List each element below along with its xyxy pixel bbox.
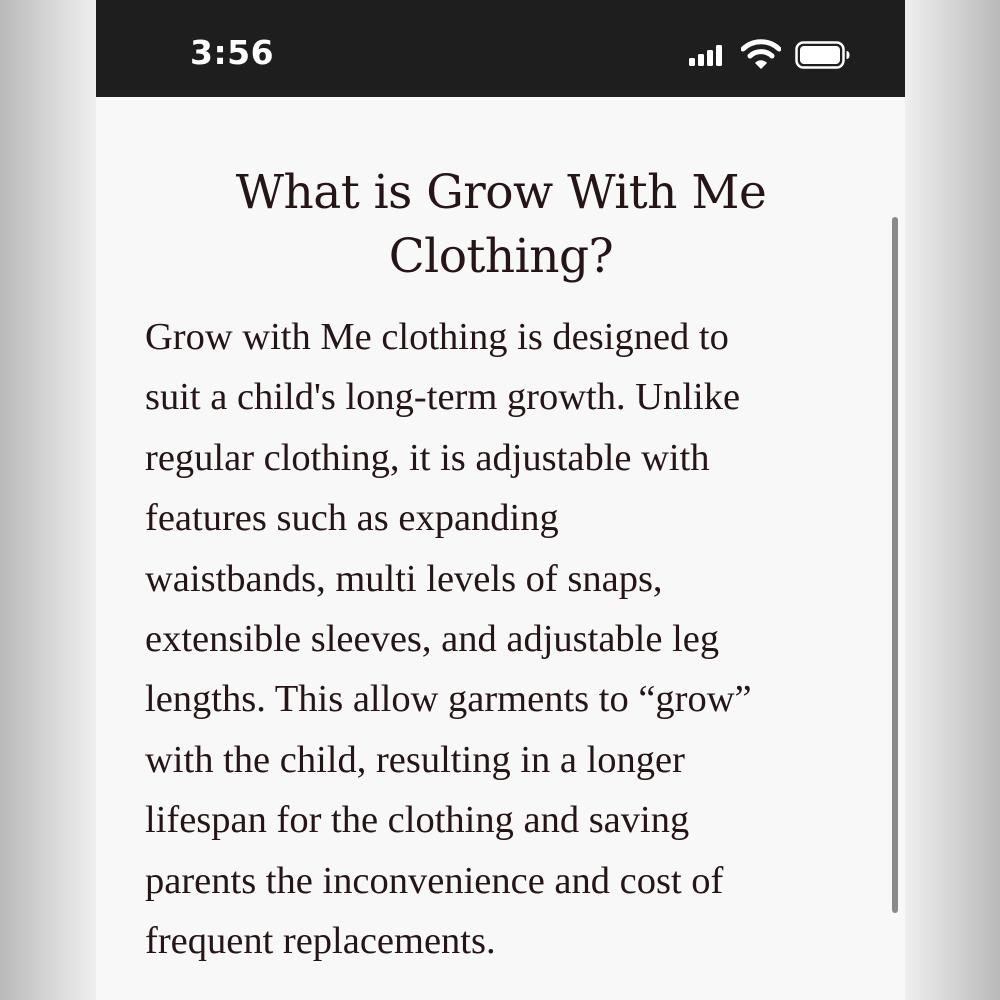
paragraph-line: features such as expanding <box>145 497 559 540</box>
status-bar <box>96 0 905 97</box>
heading-line: Clothing? <box>388 229 614 284</box>
paragraph-line: regular clothing, it is adjustable with <box>145 436 710 479</box>
article-paragraph <box>145 307 865 971</box>
paragraph-line: lifespan for the clothing and saving <box>145 799 690 842</box>
wifi-icon <box>741 38 781 70</box>
paragraph-line: waistbands, multi levels of snaps, <box>145 557 663 600</box>
paragraph-line: frequent replacements. <box>145 920 496 963</box>
article-heading <box>156 161 846 289</box>
article-content <box>96 97 905 1000</box>
paragraph-line: lengths. This allow garments to “grow” <box>145 678 752 721</box>
status-time: 3:56 <box>190 33 275 72</box>
cellular-signal-icon <box>689 44 725 66</box>
vertical-scrollbar[interactable] <box>892 217 898 913</box>
phone-screen <box>96 0 905 1000</box>
heading-line: What is Grow With Me <box>235 165 767 220</box>
paragraph-line: Grow with Me clothing is designed to <box>145 316 729 358</box>
paragraph-line: suit a child's long-term growth. Unlike <box>145 376 741 419</box>
battery-icon <box>795 41 851 69</box>
paragraph-line: extensible sleeves, and adjustable leg <box>145 618 720 661</box>
paragraph-line: with the child, resulting in a longer <box>145 738 685 781</box>
paragraph-line: parents the inconvenience and cost of <box>145 859 724 902</box>
